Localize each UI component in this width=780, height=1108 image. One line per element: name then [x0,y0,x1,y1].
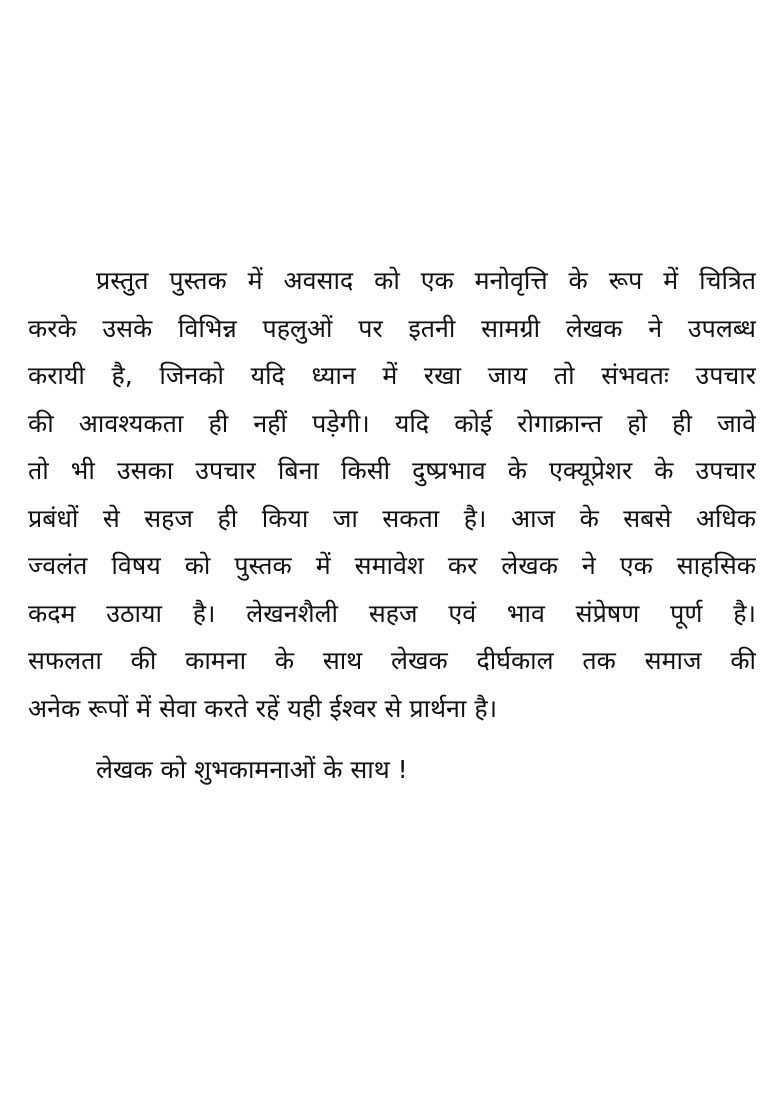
body-text [28,257,756,794]
text-line: तो भी उसका उपचार बिना किसी दुष्प्रभाव के एक्यूप्रेशर के उपचार [28,456,756,485]
text-line: प्रबंधों से सहज ही किया जा सकता है। आज के सबसे अधिक [28,503,756,533]
text-line: सफलता की कामना के साथ लेखक दीर्घकाल तक समाज की [28,646,756,675]
text-line: की आवश्यकता ही नहीं पड़ेगी। यदि कोई रोगाक्रान्त हो ही जावे [28,408,756,438]
text-line: करायी है, जिनको यदि ध्यान में रखा जाय तो संभवतः उपचार [28,361,756,390]
text-line: प्रस्तुत पुस्तक में अवसाद को एक मनोवृत्ति के रूप में चित्रित [96,266,756,295]
text-line: ज्वलंत विषय को पुस्तक में समावेश कर लेखक ने एक साहसिक [28,551,756,580]
closing-line: लेखक को शुभकामनाओं के साथ ! [96,755,408,784]
text-line: अनेक रूपों में सेवा करते रहें यही ईश्वर से प्रार्थना है। [28,693,498,723]
text-line: करके उसके विभिन्न पहलुओं पर इतनी सामग्री लेखक ने उपलब्ध [28,313,756,343]
text-line: कदम उठाया है। लेखनशैली सहज एवं भाव संप्रेषण पूर्ण है। [28,598,756,628]
paragraph-closing [28,746,756,794]
paragraph-foreword [28,257,756,732]
